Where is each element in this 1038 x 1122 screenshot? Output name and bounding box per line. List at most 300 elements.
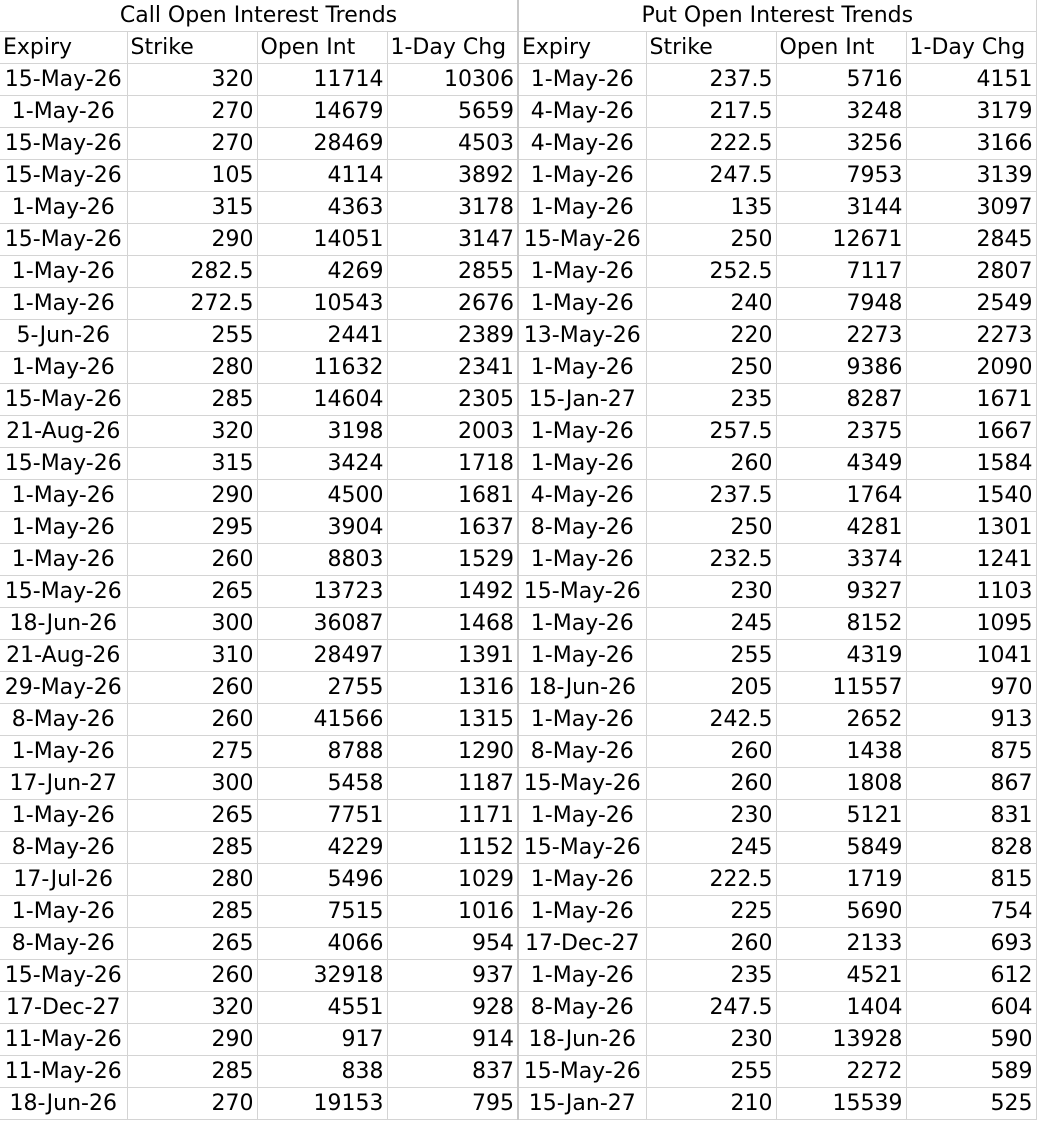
call-cell-open-int[interactable]: 14051 — [257, 224, 387, 256]
call-cell-strike[interactable]: 285 — [127, 832, 257, 864]
call-cell-expiry[interactable]: 5-Jun-26 — [0, 320, 127, 352]
call-cell-1-day-chg[interactable]: 1681 — [387, 480, 518, 512]
put-cell-expiry[interactable]: 15-May-26 — [518, 832, 646, 864]
put-cell-1-day-chg[interactable]: 831 — [906, 800, 1036, 832]
put-cell-open-int[interactable]: 2273 — [776, 320, 906, 352]
table-row — [0, 224, 1036, 256]
put-cell-1-day-chg[interactable]: 3166 — [906, 128, 1036, 160]
put-cell-1-day-chg[interactable]: 1667 — [906, 416, 1036, 448]
put-cell-strike[interactable]: 250 — [646, 512, 776, 544]
call-cell-open-int[interactable]: 41566 — [257, 704, 387, 736]
call-cell-strike[interactable]: 255 — [127, 320, 257, 352]
call-cell-expiry[interactable]: 21-Aug-26 — [0, 640, 127, 672]
call-cell-strike[interactable]: 300 — [127, 768, 257, 800]
table-row — [0, 992, 1036, 1024]
call-cell-open-int[interactable]: 28469 — [257, 128, 387, 160]
call-cell-1-day-chg[interactable]: 1016 — [387, 896, 518, 928]
call-cell-open-int[interactable]: 4066 — [257, 928, 387, 960]
call-cell-strike[interactable]: 290 — [127, 224, 257, 256]
put-cell-strike[interactable]: 237.5 — [646, 64, 776, 96]
put-cell-1-day-chg[interactable]: 2273 — [906, 320, 1036, 352]
call-cell-open-int[interactable]: 19153 — [257, 1088, 387, 1120]
call-header-expiry[interactable]: Expiry — [0, 32, 127, 64]
call-cell-open-int[interactable]: 14604 — [257, 384, 387, 416]
call-cell-1-day-chg[interactable]: 1391 — [387, 640, 518, 672]
put-cell-expiry[interactable]: 1-May-26 — [518, 448, 646, 480]
put-cell-expiry[interactable]: 15-May-26 — [518, 576, 646, 608]
put-cell-open-int[interactable]: 2133 — [776, 928, 906, 960]
put-cell-strike[interactable]: 230 — [646, 576, 776, 608]
call-cell-expiry[interactable]: 1-May-26 — [0, 800, 127, 832]
call-cell-expiry[interactable]: 1-May-26 — [0, 256, 127, 288]
table-row — [0, 928, 1036, 960]
put-cell-strike[interactable]: 247.5 — [646, 992, 776, 1024]
put-cell-1-day-chg[interactable]: 1041 — [906, 640, 1036, 672]
put-cell-1-day-chg[interactable]: 1241 — [906, 544, 1036, 576]
call-cell-1-day-chg[interactable]: 1637 — [387, 512, 518, 544]
call-cell-1-day-chg[interactable]: 3178 — [387, 192, 518, 224]
put-cell-open-int[interactable]: 7948 — [776, 288, 906, 320]
call-cell-strike[interactable]: 320 — [127, 992, 257, 1024]
put-cell-expiry[interactable]: 1-May-26 — [518, 64, 646, 96]
call-cell-open-int[interactable]: 4114 — [257, 160, 387, 192]
call-cell-expiry[interactable]: 8-May-26 — [0, 928, 127, 960]
put-cell-1-day-chg[interactable]: 1103 — [906, 576, 1036, 608]
call-cell-expiry[interactable]: 17-Jun-27 — [0, 768, 127, 800]
call-cell-strike[interactable]: 320 — [127, 64, 257, 96]
put-cell-open-int[interactable]: 1764 — [776, 480, 906, 512]
call-cell-expiry[interactable]: 11-May-26 — [0, 1056, 127, 1088]
call-cell-strike[interactable]: 282.5 — [127, 256, 257, 288]
put-cell-open-int[interactable]: 11557 — [776, 672, 906, 704]
call-cell-strike[interactable]: 285 — [127, 1056, 257, 1088]
put-cell-strike[interactable]: 222.5 — [646, 128, 776, 160]
call-cell-open-int[interactable]: 2441 — [257, 320, 387, 352]
call-cell-strike[interactable]: 260 — [127, 704, 257, 736]
put-cell-strike[interactable]: 235 — [646, 960, 776, 992]
call-cell-1-day-chg[interactable]: 1171 — [387, 800, 518, 832]
call-cell-expiry[interactable]: 1-May-26 — [0, 192, 127, 224]
call-cell-strike[interactable]: 300 — [127, 608, 257, 640]
call-cell-expiry[interactable]: 1-May-26 — [0, 544, 127, 576]
put-cell-open-int[interactable]: 2375 — [776, 416, 906, 448]
put-cell-1-day-chg[interactable]: 589 — [906, 1056, 1036, 1088]
put-cell-open-int[interactable]: 9327 — [776, 576, 906, 608]
call-cell-open-int[interactable]: 2755 — [257, 672, 387, 704]
put-cell-expiry[interactable]: 1-May-26 — [518, 960, 646, 992]
call-header-1-day-chg[interactable]: 1-Day Chg — [387, 32, 518, 64]
table-row — [0, 160, 1036, 192]
put-cell-strike[interactable]: 255 — [646, 640, 776, 672]
call-cell-1-day-chg[interactable]: 795 — [387, 1088, 518, 1120]
call-cell-1-day-chg[interactable]: 954 — [387, 928, 518, 960]
table-row — [0, 512, 1036, 544]
call-cell-open-int[interactable]: 11632 — [257, 352, 387, 384]
call-cell-1-day-chg[interactable]: 1290 — [387, 736, 518, 768]
call-cell-strike[interactable]: 260 — [127, 672, 257, 704]
call-cell-strike[interactable]: 285 — [127, 384, 257, 416]
put-cell-expiry[interactable]: 1-May-26 — [518, 896, 646, 928]
call-cell-strike[interactable]: 315 — [127, 448, 257, 480]
put-cell-strike[interactable]: 257.5 — [646, 416, 776, 448]
call-cell-expiry[interactable]: 15-May-26 — [0, 160, 127, 192]
put-cell-strike[interactable]: 230 — [646, 1024, 776, 1056]
put-cell-1-day-chg[interactable]: 875 — [906, 736, 1036, 768]
table-row — [0, 640, 1036, 672]
call-cell-open-int[interactable]: 7515 — [257, 896, 387, 928]
put-cell-strike[interactable]: 205 — [646, 672, 776, 704]
put-cell-1-day-chg[interactable]: 1095 — [906, 608, 1036, 640]
call-header-strike[interactable]: Strike — [127, 32, 257, 64]
call-cell-open-int[interactable]: 3198 — [257, 416, 387, 448]
table-row — [0, 832, 1036, 864]
put-cell-open-int[interactable]: 1404 — [776, 992, 906, 1024]
put-header-open-int[interactable]: Open Int — [776, 32, 906, 64]
call-cell-1-day-chg[interactable]: 1529 — [387, 544, 518, 576]
call-cell-1-day-chg[interactable]: 1187 — [387, 768, 518, 800]
table-row — [0, 288, 1036, 320]
call-cell-strike[interactable]: 270 — [127, 1088, 257, 1120]
put-cell-expiry[interactable]: 18-Jun-26 — [518, 1024, 646, 1056]
table-row — [0, 768, 1036, 800]
put-cell-1-day-chg[interactable]: 1671 — [906, 384, 1036, 416]
put-cell-expiry[interactable]: 1-May-26 — [518, 704, 646, 736]
put-cell-1-day-chg[interactable]: 1301 — [906, 512, 1036, 544]
put-cell-1-day-chg[interactable]: 913 — [906, 704, 1036, 736]
put-cell-open-int[interactable]: 4349 — [776, 448, 906, 480]
call-cell-strike[interactable]: 105 — [127, 160, 257, 192]
put-cell-1-day-chg[interactable]: 2549 — [906, 288, 1036, 320]
put-cell-strike[interactable]: 260 — [646, 736, 776, 768]
call-cell-strike[interactable]: 260 — [127, 960, 257, 992]
put-cell-strike[interactable]: 230 — [646, 800, 776, 832]
put-cell-open-int[interactable]: 9386 — [776, 352, 906, 384]
call-cell-strike[interactable]: 265 — [127, 576, 257, 608]
call-cell-1-day-chg[interactable]: 914 — [387, 1024, 518, 1056]
call-cell-open-int[interactable]: 838 — [257, 1056, 387, 1088]
call-cell-strike[interactable]: 280 — [127, 352, 257, 384]
put-cell-strike[interactable]: 250 — [646, 224, 776, 256]
call-cell-1-day-chg[interactable]: 1152 — [387, 832, 518, 864]
put-cell-1-day-chg[interactable]: 2090 — [906, 352, 1036, 384]
call-cell-open-int[interactable]: 28497 — [257, 640, 387, 672]
table-row — [0, 704, 1036, 736]
put-cell-1-day-chg[interactable]: 1540 — [906, 480, 1036, 512]
put-cell-open-int[interactable]: 1438 — [776, 736, 906, 768]
put-cell-expiry[interactable]: 1-May-26 — [518, 864, 646, 896]
table-row — [0, 384, 1036, 416]
table-row — [0, 608, 1036, 640]
call-cell-1-day-chg[interactable]: 1029 — [387, 864, 518, 896]
put-cell-strike[interactable]: 260 — [646, 928, 776, 960]
put-cell-1-day-chg[interactable]: 815 — [906, 864, 1036, 896]
table-row — [0, 960, 1036, 992]
table-row — [0, 256, 1036, 288]
call-cell-1-day-chg[interactable]: 2676 — [387, 288, 518, 320]
put-cell-expiry[interactable]: 8-May-26 — [518, 512, 646, 544]
put-cell-1-day-chg[interactable]: 2807 — [906, 256, 1036, 288]
put-section-title[interactable]: Put Open Interest Trends — [518, 0, 1036, 32]
put-cell-open-int[interactable]: 12671 — [776, 224, 906, 256]
call-cell-1-day-chg[interactable]: 2305 — [387, 384, 518, 416]
call-cell-strike[interactable]: 315 — [127, 192, 257, 224]
call-cell-expiry[interactable]: 17-Dec-27 — [0, 992, 127, 1024]
put-cell-strike[interactable]: 252.5 — [646, 256, 776, 288]
put-cell-expiry[interactable]: 1-May-26 — [518, 160, 646, 192]
call-cell-1-day-chg[interactable]: 1492 — [387, 576, 518, 608]
put-cell-expiry[interactable]: 4-May-26 — [518, 128, 646, 160]
table-row — [0, 352, 1036, 384]
put-cell-open-int[interactable]: 13928 — [776, 1024, 906, 1056]
put-cell-strike[interactable]: 222.5 — [646, 864, 776, 896]
put-cell-open-int[interactable]: 4521 — [776, 960, 906, 992]
put-cell-open-int[interactable]: 7953 — [776, 160, 906, 192]
call-cell-open-int[interactable]: 10543 — [257, 288, 387, 320]
put-cell-1-day-chg[interactable]: 4151 — [906, 64, 1036, 96]
put-cell-open-int[interactable]: 4319 — [776, 640, 906, 672]
put-cell-open-int[interactable]: 1719 — [776, 864, 906, 896]
call-cell-open-int[interactable]: 32918 — [257, 960, 387, 992]
call-cell-1-day-chg[interactable]: 5659 — [387, 96, 518, 128]
put-cell-open-int[interactable]: 8287 — [776, 384, 906, 416]
call-cell-strike[interactable]: 290 — [127, 1024, 257, 1056]
put-cell-expiry[interactable]: 1-May-26 — [518, 416, 646, 448]
call-cell-1-day-chg[interactable]: 1718 — [387, 448, 518, 480]
call-cell-expiry[interactable]: 8-May-26 — [0, 704, 127, 736]
call-cell-expiry[interactable]: 15-May-26 — [0, 224, 127, 256]
put-cell-strike[interactable]: 240 — [646, 288, 776, 320]
put-cell-1-day-chg[interactable]: 2845 — [906, 224, 1036, 256]
put-cell-1-day-chg[interactable]: 604 — [906, 992, 1036, 1024]
call-cell-open-int[interactable]: 4229 — [257, 832, 387, 864]
put-cell-strike[interactable]: 210 — [646, 1088, 776, 1120]
put-cell-open-int[interactable]: 3248 — [776, 96, 906, 128]
call-cell-open-int[interactable]: 4500 — [257, 480, 387, 512]
call-cell-strike[interactable]: 320 — [127, 416, 257, 448]
call-cell-strike[interactable]: 272.5 — [127, 288, 257, 320]
put-cell-open-int[interactable]: 4281 — [776, 512, 906, 544]
call-cell-1-day-chg[interactable]: 2855 — [387, 256, 518, 288]
call-cell-1-day-chg[interactable]: 837 — [387, 1056, 518, 1088]
put-cell-1-day-chg[interactable]: 867 — [906, 768, 1036, 800]
put-cell-open-int[interactable]: 15539 — [776, 1088, 906, 1120]
call-cell-open-int[interactable]: 5458 — [257, 768, 387, 800]
call-cell-expiry[interactable]: 1-May-26 — [0, 352, 127, 384]
call-cell-open-int[interactable]: 917 — [257, 1024, 387, 1056]
call-cell-expiry[interactable]: 15-May-26 — [0, 64, 127, 96]
put-cell-open-int[interactable]: 3256 — [776, 128, 906, 160]
call-cell-open-int[interactable]: 4363 — [257, 192, 387, 224]
put-cell-1-day-chg[interactable]: 3097 — [906, 192, 1036, 224]
call-cell-strike[interactable]: 265 — [127, 928, 257, 960]
call-cell-expiry[interactable]: 18-Jun-26 — [0, 608, 127, 640]
call-cell-1-day-chg[interactable]: 1468 — [387, 608, 518, 640]
call-cell-strike[interactable]: 285 — [127, 896, 257, 928]
table-row — [0, 192, 1036, 224]
put-cell-1-day-chg[interactable]: 754 — [906, 896, 1036, 928]
call-cell-1-day-chg[interactable]: 2389 — [387, 320, 518, 352]
call-cell-1-day-chg[interactable]: 3147 — [387, 224, 518, 256]
call-cell-expiry[interactable]: 1-May-26 — [0, 736, 127, 768]
table-row — [0, 480, 1036, 512]
put-cell-expiry[interactable]: 15-May-26 — [518, 224, 646, 256]
call-cell-open-int[interactable]: 8803 — [257, 544, 387, 576]
put-cell-1-day-chg[interactable]: 612 — [906, 960, 1036, 992]
table-row — [0, 864, 1036, 896]
put-cell-strike[interactable]: 217.5 — [646, 96, 776, 128]
put-cell-expiry[interactable]: 1-May-26 — [518, 800, 646, 832]
put-cell-strike[interactable]: 260 — [646, 448, 776, 480]
call-cell-1-day-chg[interactable]: 1316 — [387, 672, 518, 704]
call-cell-open-int[interactable]: 11714 — [257, 64, 387, 96]
put-cell-expiry[interactable]: 1-May-26 — [518, 192, 646, 224]
table-row — [0, 1088, 1036, 1120]
call-cell-expiry[interactable]: 15-May-26 — [0, 384, 127, 416]
put-cell-expiry[interactable]: 8-May-26 — [518, 736, 646, 768]
put-cell-strike[interactable]: 242.5 — [646, 704, 776, 736]
put-cell-expiry[interactable]: 13-May-26 — [518, 320, 646, 352]
put-cell-1-day-chg[interactable]: 693 — [906, 928, 1036, 960]
put-cell-expiry[interactable]: 15-May-26 — [518, 1056, 646, 1088]
put-cell-expiry[interactable]: 1-May-26 — [518, 288, 646, 320]
table-row — [0, 896, 1036, 928]
call-cell-strike[interactable]: 295 — [127, 512, 257, 544]
call-cell-strike[interactable]: 290 — [127, 480, 257, 512]
put-cell-1-day-chg[interactable]: 1584 — [906, 448, 1036, 480]
call-cell-1-day-chg[interactable]: 2003 — [387, 416, 518, 448]
put-cell-expiry[interactable]: 4-May-26 — [518, 480, 646, 512]
call-cell-open-int[interactable]: 4551 — [257, 992, 387, 1024]
put-cell-expiry[interactable]: 1-May-26 — [518, 608, 646, 640]
put-cell-strike[interactable]: 237.5 — [646, 480, 776, 512]
put-cell-strike[interactable]: 225 — [646, 896, 776, 928]
put-cell-expiry[interactable]: 1-May-26 — [518, 352, 646, 384]
put-cell-strike[interactable]: 250 — [646, 352, 776, 384]
put-cell-expiry[interactable]: 15-Jan-27 — [518, 1088, 646, 1120]
put-cell-open-int[interactable]: 5121 — [776, 800, 906, 832]
put-cell-1-day-chg[interactable]: 828 — [906, 832, 1036, 864]
call-cell-expiry[interactable]: 29-May-26 — [0, 672, 127, 704]
put-cell-open-int[interactable]: 3144 — [776, 192, 906, 224]
call-cell-expiry[interactable]: 15-May-26 — [0, 128, 127, 160]
call-cell-expiry[interactable]: 1-May-26 — [0, 512, 127, 544]
put-cell-open-int[interactable]: 5849 — [776, 832, 906, 864]
call-cell-open-int[interactable]: 8788 — [257, 736, 387, 768]
call-cell-1-day-chg[interactable]: 2341 — [387, 352, 518, 384]
put-cell-expiry[interactable]: 1-May-26 — [518, 640, 646, 672]
put-cell-strike[interactable]: 247.5 — [646, 160, 776, 192]
call-cell-1-day-chg[interactable]: 928 — [387, 992, 518, 1024]
table-row — [0, 64, 1036, 96]
put-cell-open-int[interactable]: 2652 — [776, 704, 906, 736]
put-cell-strike[interactable]: 135 — [646, 192, 776, 224]
call-cell-open-int[interactable]: 4269 — [257, 256, 387, 288]
put-cell-expiry[interactable]: 1-May-26 — [518, 544, 646, 576]
call-cell-expiry[interactable]: 1-May-26 — [0, 480, 127, 512]
put-cell-1-day-chg[interactable]: 3139 — [906, 160, 1036, 192]
call-cell-strike[interactable]: 310 — [127, 640, 257, 672]
put-cell-open-int[interactable]: 8152 — [776, 608, 906, 640]
call-cell-strike[interactable]: 280 — [127, 864, 257, 896]
call-cell-expiry[interactable]: 1-May-26 — [0, 96, 127, 128]
section-title-row — [0, 0, 1036, 32]
table-row — [0, 1056, 1036, 1088]
put-header-expiry[interactable]: Expiry — [518, 32, 646, 64]
call-cell-expiry[interactable]: 21-Aug-26 — [0, 416, 127, 448]
put-header-1-day-chg[interactable]: 1-Day Chg — [906, 32, 1036, 64]
put-cell-open-int[interactable]: 1808 — [776, 768, 906, 800]
put-cell-open-int[interactable]: 5716 — [776, 64, 906, 96]
put-cell-strike[interactable]: 245 — [646, 832, 776, 864]
put-cell-strike[interactable]: 245 — [646, 608, 776, 640]
table-row — [0, 1024, 1036, 1056]
call-cell-1-day-chg[interactable]: 937 — [387, 960, 518, 992]
put-cell-1-day-chg[interactable]: 590 — [906, 1024, 1036, 1056]
put-cell-1-day-chg[interactable]: 970 — [906, 672, 1036, 704]
put-cell-strike[interactable]: 255 — [646, 1056, 776, 1088]
call-cell-open-int[interactable]: 14679 — [257, 96, 387, 128]
call-cell-1-day-chg[interactable]: 1315 — [387, 704, 518, 736]
put-cell-expiry[interactable]: 15-Jan-27 — [518, 384, 646, 416]
call-cell-open-int[interactable]: 36087 — [257, 608, 387, 640]
call-cell-1-day-chg[interactable]: 10306 — [387, 64, 518, 96]
put-cell-expiry[interactable]: 8-May-26 — [518, 992, 646, 1024]
call-cell-expiry[interactable]: 15-May-26 — [0, 448, 127, 480]
call-cell-strike[interactable]: 270 — [127, 96, 257, 128]
call-cell-expiry[interactable]: 1-May-26 — [0, 288, 127, 320]
put-cell-1-day-chg[interactable]: 3179 — [906, 96, 1036, 128]
put-cell-expiry[interactable]: 4-May-26 — [518, 96, 646, 128]
call-cell-expiry[interactable]: 15-May-26 — [0, 960, 127, 992]
call-header-open-int[interactable]: Open Int — [257, 32, 387, 64]
call-cell-1-day-chg[interactable]: 4503 — [387, 128, 518, 160]
call-cell-expiry[interactable]: 15-May-26 — [0, 576, 127, 608]
call-cell-1-day-chg[interactable]: 3892 — [387, 160, 518, 192]
call-cell-expiry[interactable]: 8-May-26 — [0, 832, 127, 864]
put-cell-strike[interactable]: 235 — [646, 384, 776, 416]
put-cell-strike[interactable]: 232.5 — [646, 544, 776, 576]
call-cell-strike[interactable]: 265 — [127, 800, 257, 832]
put-cell-expiry[interactable]: 17-Dec-27 — [518, 928, 646, 960]
call-cell-strike[interactable]: 270 — [127, 128, 257, 160]
call-cell-strike[interactable]: 260 — [127, 544, 257, 576]
put-cell-open-int[interactable]: 3374 — [776, 544, 906, 576]
call-cell-strike[interactable]: 275 — [127, 736, 257, 768]
call-section-title[interactable]: Call Open Interest Trends — [0, 0, 518, 32]
call-cell-expiry[interactable]: 18-Jun-26 — [0, 1088, 127, 1120]
call-cell-expiry[interactable]: 1-May-26 — [0, 896, 127, 928]
call-cell-open-int[interactable]: 3424 — [257, 448, 387, 480]
call-cell-open-int[interactable]: 13723 — [257, 576, 387, 608]
table-row — [0, 800, 1036, 832]
put-cell-strike[interactable]: 220 — [646, 320, 776, 352]
call-cell-open-int[interactable]: 3904 — [257, 512, 387, 544]
put-header-strike[interactable]: Strike — [646, 32, 776, 64]
call-cell-open-int[interactable]: 7751 — [257, 800, 387, 832]
put-cell-strike[interactable]: 260 — [646, 768, 776, 800]
call-cell-expiry[interactable]: 11-May-26 — [0, 1024, 127, 1056]
put-cell-expiry[interactable]: 15-May-26 — [518, 768, 646, 800]
call-cell-open-int[interactable]: 5496 — [257, 864, 387, 896]
put-cell-expiry[interactable]: 1-May-26 — [518, 256, 646, 288]
table-row — [0, 320, 1036, 352]
put-cell-open-int[interactable]: 5690 — [776, 896, 906, 928]
put-cell-expiry[interactable]: 18-Jun-26 — [518, 672, 646, 704]
put-cell-1-day-chg[interactable]: 525 — [906, 1088, 1036, 1120]
put-cell-open-int[interactable]: 2272 — [776, 1056, 906, 1088]
call-cell-expiry[interactable]: 17-Jul-26 — [0, 864, 127, 896]
put-cell-open-int[interactable]: 7117 — [776, 256, 906, 288]
